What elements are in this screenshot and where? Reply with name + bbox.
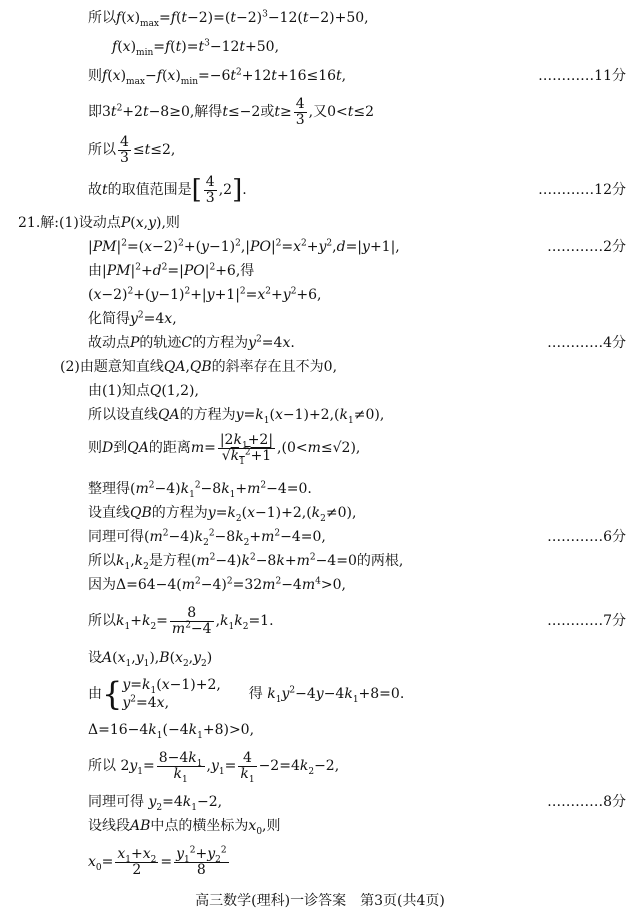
score-mark: …………8分 — [547, 794, 626, 810]
solution-line: 由{$y=k_1(x-1)+2$, $y^2=4x$, 得 $k_1y^2-4y-4k_1+8=0$. — [88, 675, 405, 713]
solution-line: 故t的取值范围是[ $\frac{4}{3}$ ,2]. — [88, 173, 247, 206]
score-mark: …………4分 — [547, 335, 626, 351]
solution-line: 同理可得 $y_2=4k_1-2$, — [88, 794, 223, 813]
solution-line: $(x-2)^2+(y-1)^2+|y+1|^2=x^2+y^2+6$, — [88, 286, 322, 303]
solution-line: 整理得$(m^2-4)k_1^2-8k_1+m^2-4=0$. — [88, 480, 312, 500]
solution-line: 设直线QB的方程为$y=k_2(x-1)+2,(k_2\ne 0)$, — [88, 505, 357, 524]
solution-line: $|PM|^2=(x-2)^2+(y-1)^2,|PO|^2=x^2+y^2,d=|y+1|$, — [88, 238, 400, 255]
score-mark: …………2分 — [547, 239, 626, 255]
solution-line: 由(1)知点Q(1,2), — [88, 383, 199, 399]
solution-line: (2)由题意知直线QA,QB的斜率存在且不为0, — [60, 359, 338, 375]
solution-line: $x_0=$ $\frac{x_1+x_2}{2}$ = $\frac{y_1^2+y_2^2}{8}$ — [88, 844, 227, 878]
solution-line: 所以 $\frac{4}{3}$ ≤t≤2, — [88, 133, 176, 166]
solution-line: 所以设直线QA的方程为$y=k_1(x-1)+2,(k_1\ne 0)$, — [88, 407, 385, 426]
solution-line: 设$A(x_1,y_1),B(x_2,y_2)$ — [88, 650, 213, 669]
solution-line: $f(x)_{min}=f(t)=t^3-12t+50$, — [112, 38, 280, 58]
solution-line: 故动点P的轨迹C的方程为$y^2=4x$. — [88, 334, 295, 351]
solution-line: 所以$k_1,k_2$是方程$(m^2-4)k^2-8k+m^2-4=0$的两根, — [88, 552, 404, 572]
solution-line: 所以$k_1+k_2=$ $\frac{8}{m^2-4}$ $,k_1k_2=1$. — [88, 604, 274, 637]
solution-line: 设线段AB中点的横坐标为$x_0$,则 — [88, 818, 281, 837]
solution-line: $\Delta=16-4k_1(-4k_1+8)>0$, — [88, 722, 255, 741]
solution-line: 则D到QA的距离m= $\frac{|2k_1+2|}{√k_1^2+1}$ ,(0<m≤√2), — [88, 431, 361, 467]
page-footer: 高三数学(理科)一诊答案 第3页(共4页) — [195, 893, 445, 909]
score-mark: …………11分 — [538, 68, 626, 84]
solution-line: 同理可得$(m^2-4)k_2^2-8k_2+m^2-4=0$, — [88, 528, 326, 548]
score-mark: …………6分 — [547, 529, 626, 545]
solution-line: 则$f(x)_{max}-f(x)_{min}=-6t^2+12t+16\le 16t$, — [88, 67, 347, 87]
solution-line: 21.解:(1)设动点P(x,y),则 — [18, 215, 180, 231]
score-mark: …………12分 — [538, 182, 626, 198]
solution-line: 即$3t^2+2t-8\ge 0$,解得t≤−2或t≥ $\frac{4}{3}$ ,又0<t≤2 — [88, 95, 374, 128]
solution-line: 所以$f(x)_{max}=f(t-2)=(t-2)^3-12(t-2)+50$, — [88, 9, 369, 29]
solution-line: 化简得$y^2=4x$, — [88, 310, 177, 327]
score-mark: …………7分 — [547, 613, 626, 629]
solution-line: 由$|PM|^2+d^2=|PO|^2+6$,得 — [88, 262, 255, 279]
solution-line: 所以 $2y_1=$ $\frac{8-4k_1}{k_1}$ $,y_1=$ $\frac{4}{k_1}$ $-2=4k_2-2$, — [88, 749, 340, 785]
solution-line: 因为$\Delta=64-4(m^2-4)^2=32m^2-4m^4>0$, — [88, 576, 346, 593]
